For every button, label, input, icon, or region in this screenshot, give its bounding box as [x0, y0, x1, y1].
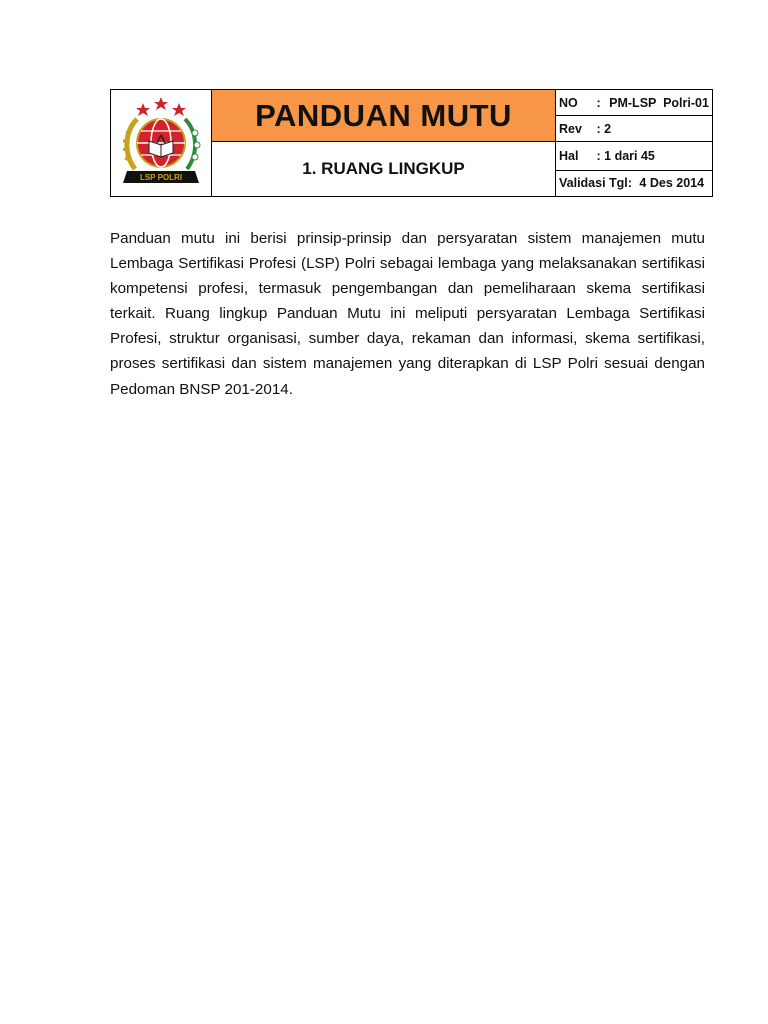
meta-validasi-label: Validasi Tgl:: [559, 176, 632, 191]
document-header: [110, 89, 713, 197]
meta-no-value: PM-LSP Polri-01: [609, 95, 709, 110]
svg-text:LSP POLRI: LSP POLRI: [139, 172, 183, 182]
section-title: 1. RUANG LINGKUP: [212, 142, 556, 197]
document-title: PANDUAN MUTU: [212, 90, 556, 142]
meta-rev: [556, 116, 713, 142]
meta-no-label: NO: [559, 95, 578, 110]
meta-rev-sep: :: [596, 121, 601, 136]
meta-hal-value: 1 dari 45: [604, 149, 655, 164]
meta-rev-value: 2: [604, 121, 612, 136]
meta-no-sep: :: [596, 95, 601, 110]
meta-no: [556, 90, 713, 116]
meta-validasi: [556, 170, 713, 196]
logo-cell: [111, 90, 212, 197]
meta-hal-sep: :: [596, 149, 601, 164]
meta-rev-label: Rev: [559, 121, 582, 136]
lsp-polri-logo: [115, 91, 207, 191]
meta-hal: [556, 142, 713, 170]
meta-hal-label: Hal: [559, 149, 579, 164]
meta-validasi-value: 4 Des 2014: [639, 176, 705, 191]
scope-paragraph: Panduan mutu ini berisi prinsip-prinsip dan persyaratan sistem manajemen mutu Lembaga Sertifikasi Profesi (LSP) Polri sebagai lembaga yang melaksanakan sertifikasi kompetensi profesi, termasuk pengembangan dan pemeliharaan skema sertifikasi terkait. Ruang lingkup Panduan Mutu ini meliputi persyaratan Lembaga Sertifikasi Profesi, struktur organisasi, sumber daya, rekaman dan informasi, skema sertifikasi, proses sertifikasi dan sistem manajemen yang diterapkan di LSP Polri sesuai dengan Pedoman BNSP 201-2014.: [110, 230, 705, 398]
